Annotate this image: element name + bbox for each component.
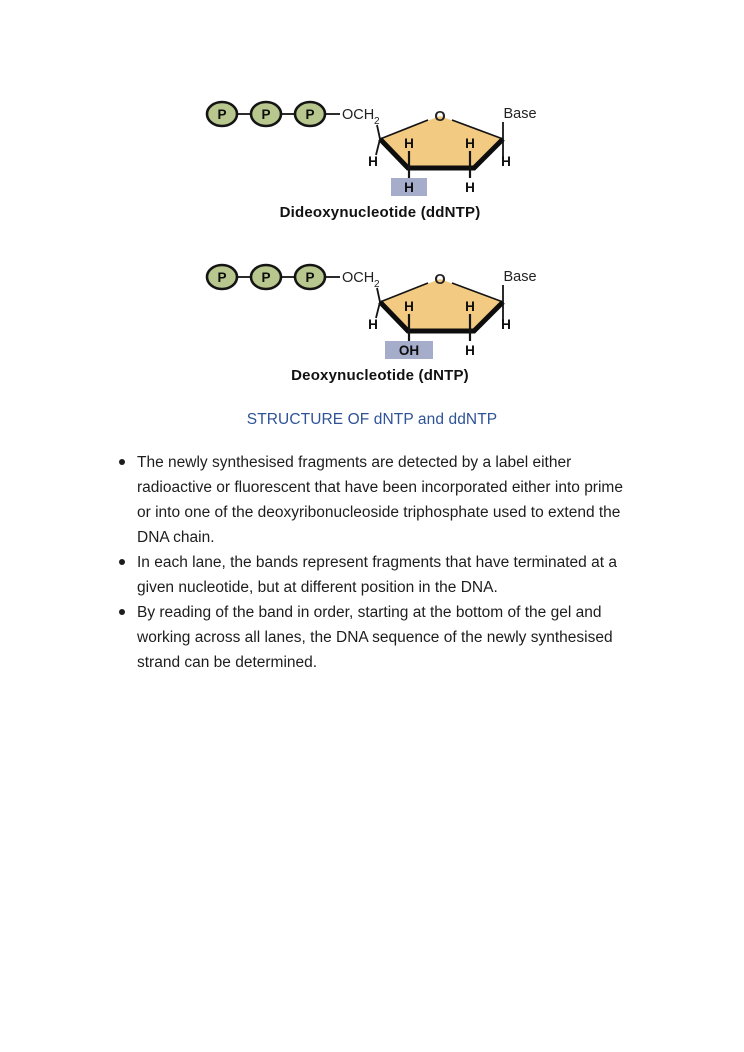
- phosphate-label: P: [217, 107, 227, 122]
- phosphate-label: P: [261, 107, 271, 122]
- phosphate-label: P: [217, 270, 227, 285]
- phosphate-label: P: [261, 270, 271, 285]
- bullet-text-line: working across all lanes, the DNA sequence of the newly synthesised: [137, 629, 613, 646]
- bullet-item: [112, 450, 678, 550]
- och-sugar-bond: [377, 125, 380, 139]
- bullet-text-line: or into one of the deoxyribonucleoside triphosphate used to extend the: [137, 504, 621, 521]
- bullet-text-line: strand can be determined.: [137, 654, 318, 671]
- bullet-text-line: given nucleotide, but at different position in the DNA.: [137, 579, 498, 596]
- och-label: OCH: [342, 107, 375, 123]
- bullet-text-line: In each lane, the bands represent fragments that have terminated at a: [137, 554, 617, 571]
- section-heading: STRUCTURE OF dNTP and ddNTP: [246, 411, 498, 428]
- dntp-caption: Deoxynucleotide (dNTP): [291, 367, 469, 384]
- bottom-h-label: H: [465, 343, 475, 358]
- ddntp-caption: Dideoxynucleotide (ddNTP): [279, 204, 481, 221]
- inner-h-label: H: [465, 299, 475, 314]
- highlighted-group-label: OH: [398, 343, 420, 358]
- right-h-label: H: [501, 317, 511, 332]
- bullet-text-line: By reading of the band in order, starting at the bottom of the gel and: [137, 604, 602, 621]
- phosphate-label: P: [305, 270, 315, 285]
- left-h-label: H: [368, 154, 378, 169]
- inner-h-label: H: [404, 136, 414, 151]
- och-subscript: 2: [374, 116, 380, 127]
- bullet-text-line: DNA chain.: [137, 529, 215, 546]
- ddntp-structure-diagram: [195, 98, 575, 202]
- left-h-label: H: [368, 317, 378, 332]
- base-label: Base: [503, 269, 537, 285]
- inner-h-label: H: [465, 136, 475, 151]
- left-h-bond: [376, 139, 380, 155]
- bullet-item: [112, 600, 678, 675]
- left-h-bond: [376, 302, 380, 318]
- bullet-text-line: radioactive or fluorescent that have been incorporated either into prime: [137, 479, 623, 496]
- ring-oxygen-label: O: [434, 272, 446, 288]
- phosphate-label: P: [305, 107, 315, 122]
- och-sugar-bond: [377, 288, 380, 302]
- bullet-item: [112, 550, 678, 600]
- right-h-label: H: [501, 154, 511, 169]
- highlighted-group-label: H: [404, 180, 414, 195]
- inner-h-label: H: [404, 299, 414, 314]
- dntp-structure-diagram: [195, 261, 575, 365]
- bullet-list: [112, 450, 678, 675]
- base-label: Base: [503, 106, 537, 122]
- bullet-text-line: The newly synthesised fragments are detected by a label either: [137, 454, 572, 471]
- bottom-h-label: H: [465, 180, 475, 195]
- och-label: OCH: [342, 270, 375, 286]
- ring-oxygen-label: O: [434, 109, 446, 125]
- och-subscript: 2: [374, 279, 380, 290]
